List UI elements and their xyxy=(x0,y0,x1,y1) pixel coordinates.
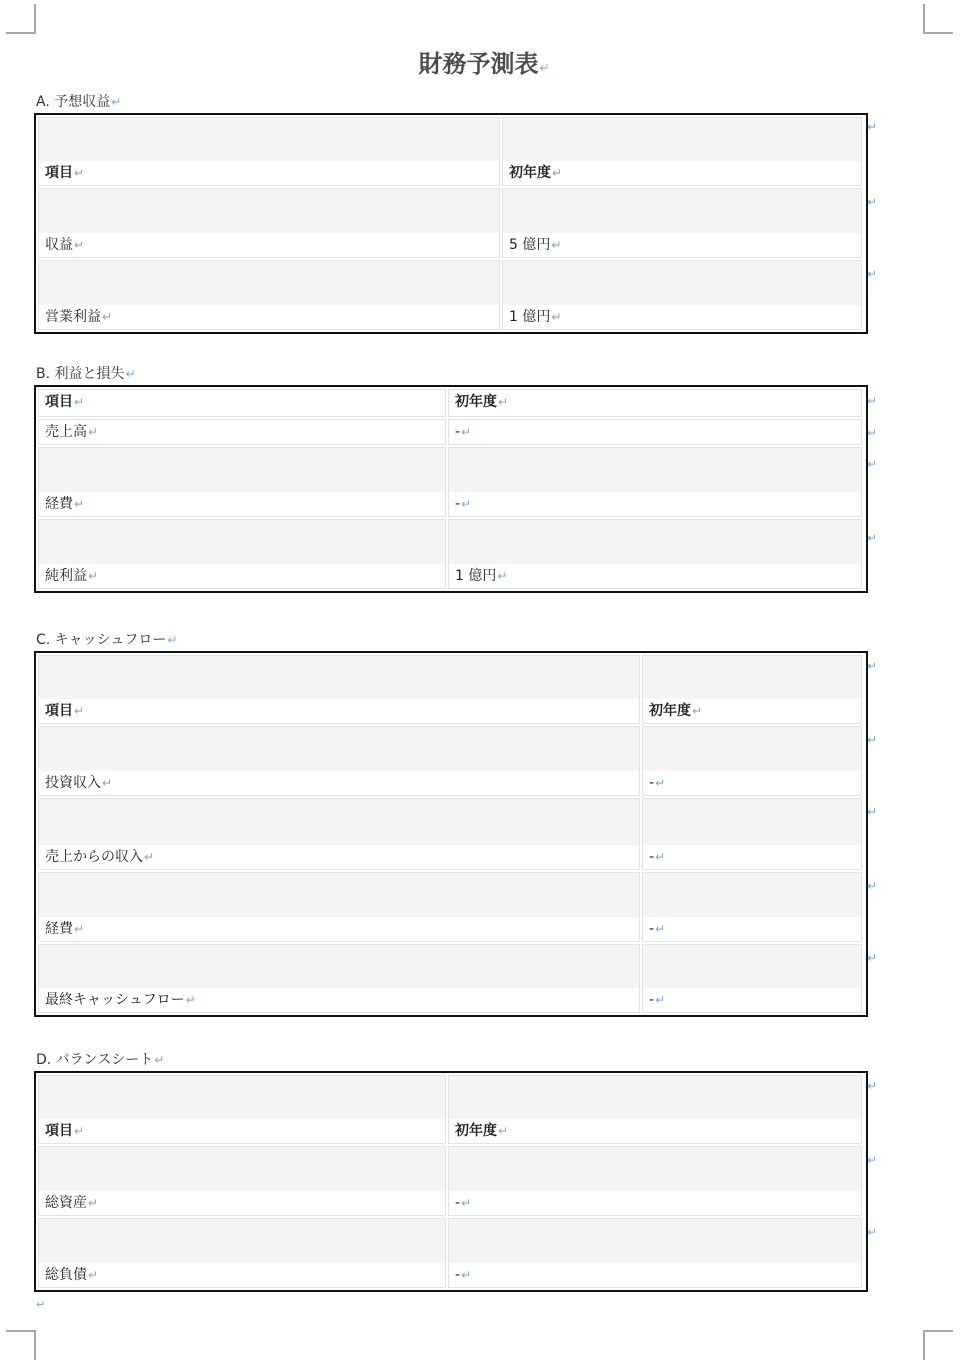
paragraph-mark-icon: ↵ xyxy=(144,850,155,864)
table-cell[interactable] xyxy=(448,447,862,517)
row-end-mark-icon: ↵ xyxy=(867,426,878,440)
paragraph-mark-icon: ↵ xyxy=(102,310,113,324)
table-cell[interactable] xyxy=(38,447,446,517)
section-b-heading-text: B. 利益と損失 xyxy=(36,366,125,382)
table-cell[interactable] xyxy=(448,419,862,445)
header-cell-item[interactable] xyxy=(38,389,446,417)
table-cell[interactable] xyxy=(642,726,862,796)
document-title-text: 財務予測表 xyxy=(418,50,539,78)
paragraph-mark-icon: ↵ xyxy=(461,497,472,511)
crop-mark-bottom-right xyxy=(923,1330,953,1360)
paragraph-mark-icon: ↵ xyxy=(74,166,85,180)
table-b xyxy=(34,385,868,593)
paragraph-mark-icon: ↵ xyxy=(74,497,85,511)
table-cell[interactable] xyxy=(502,188,862,258)
table-c xyxy=(34,651,868,1017)
paragraph-mark-icon: ↵ xyxy=(74,238,85,252)
table-cell[interactable] xyxy=(38,726,640,796)
paragraph-mark-icon: ↵ xyxy=(88,425,99,439)
cell-text: - xyxy=(649,849,655,865)
table-cell[interactable] xyxy=(38,798,640,870)
row-end-mark-icon: ↵ xyxy=(867,394,878,408)
table-row xyxy=(37,1145,865,1217)
header-label: 初年度 xyxy=(455,394,497,410)
cell-text: 最終キャッシュフロー xyxy=(45,992,185,1008)
paragraph-mark-icon: ↵ xyxy=(125,367,136,381)
table-cell[interactable] xyxy=(448,1218,862,1288)
cell-text: 5 億円 xyxy=(509,237,551,253)
crop-mark-top-right xyxy=(923,4,953,34)
cell-text: - xyxy=(649,775,655,791)
paragraph-mark-icon: ↵ xyxy=(74,704,85,718)
paragraph-mark-icon: ↵ xyxy=(102,776,113,790)
paragraph-mark-icon: ↵ xyxy=(551,310,562,324)
row-end-mark-icon: ↵ xyxy=(867,195,878,209)
row-end-mark-icon: ↵ xyxy=(867,267,878,281)
cell-text: 営業利益 xyxy=(45,309,101,325)
document-title xyxy=(0,44,968,79)
crop-mark-bottom-left xyxy=(6,1330,36,1360)
paragraph-mark-icon: ↵ xyxy=(88,1196,99,1210)
table-cell[interactable] xyxy=(38,419,446,445)
cell-text: 投資収入 xyxy=(45,775,101,791)
paragraph-mark-icon: ↵ xyxy=(655,922,666,936)
paragraph-mark-icon: ↵ xyxy=(74,1124,85,1138)
section-b-heading xyxy=(36,363,136,383)
paragraph-mark-icon: ↵ xyxy=(154,1053,165,1067)
row-end-mark-icon: ↵ xyxy=(867,457,878,471)
row-end-mark-icon: ↵ xyxy=(867,805,878,819)
table-row xyxy=(37,518,865,590)
section-a-heading-text: A. 予想収益 xyxy=(36,94,111,110)
paragraph-mark-icon: ↵ xyxy=(74,922,85,936)
paragraph-mark-icon: ↵ xyxy=(539,61,550,75)
table-row xyxy=(37,259,865,331)
section-d-heading xyxy=(36,1049,164,1069)
cell-text: 1 億円 xyxy=(455,568,497,584)
section-c-heading-text: C. キャッシュフロー xyxy=(36,632,167,648)
header-cell-year1[interactable] xyxy=(448,389,862,417)
cell-text: 総負債 xyxy=(45,1267,87,1283)
section-d-heading-text: D. バランスシート xyxy=(36,1052,154,1068)
cell-text: - xyxy=(649,992,655,1008)
table-header-row xyxy=(37,654,865,725)
paragraph-mark-icon: ↵ xyxy=(692,704,703,718)
cell-text: - xyxy=(455,1195,461,1211)
table-cell[interactable] xyxy=(38,519,446,589)
row-end-mark-icon: ↵ xyxy=(867,1153,878,1167)
header-label: 項目 xyxy=(45,394,73,410)
header-label: 初年度 xyxy=(649,703,691,719)
table-cell[interactable] xyxy=(38,1146,446,1216)
row-end-mark-icon: ↵ xyxy=(867,1079,878,1093)
header-cell-item[interactable] xyxy=(38,1075,446,1144)
table-cell[interactable] xyxy=(38,1218,446,1288)
end-paragraph-mark-icon: ↵ xyxy=(36,1298,46,1311)
table-a xyxy=(34,113,868,334)
paragraph-mark-icon: ↵ xyxy=(111,95,122,109)
paragraph-mark-icon: ↵ xyxy=(498,395,509,409)
row-end-mark-icon: ↵ xyxy=(867,879,878,893)
paragraph-mark-icon: ↵ xyxy=(461,1196,472,1210)
table-row xyxy=(37,725,865,797)
cell-text: 売上からの収入 xyxy=(45,849,143,865)
table-header-row xyxy=(37,1074,865,1145)
table-row xyxy=(37,871,865,943)
row-end-mark-icon: ↵ xyxy=(867,659,878,673)
table-row xyxy=(37,418,865,446)
table-cell[interactable] xyxy=(502,260,862,330)
paragraph-mark-icon: ↵ xyxy=(655,850,666,864)
table-row xyxy=(37,797,865,871)
table-header-row xyxy=(37,116,865,187)
cell-text: 経費 xyxy=(45,921,73,937)
cell-text: 1 億円 xyxy=(509,309,551,325)
paragraph-mark-icon: ↵ xyxy=(88,569,99,583)
table-row xyxy=(37,1217,865,1289)
table-cell[interactable] xyxy=(642,872,862,942)
table-cell[interactable] xyxy=(38,188,500,258)
table-cell[interactable] xyxy=(38,872,640,942)
header-cell-item[interactable] xyxy=(38,655,640,724)
table-cell[interactable] xyxy=(38,260,500,330)
paragraph-mark-icon: ↵ xyxy=(461,425,472,439)
table-cell[interactable] xyxy=(38,944,640,1013)
table-row xyxy=(37,446,865,518)
row-end-mark-icon: ↵ xyxy=(867,951,878,965)
header-cell-year1[interactable] xyxy=(448,1075,862,1144)
header-label: 項目 xyxy=(45,165,73,181)
header-cell-item[interactable] xyxy=(38,117,500,186)
paragraph-mark-icon: ↵ xyxy=(655,993,666,1007)
section-c-heading xyxy=(36,629,177,649)
table-header-row xyxy=(37,388,865,418)
crop-mark-top-left xyxy=(6,4,36,34)
row-end-mark-icon: ↵ xyxy=(867,531,878,545)
section-a-heading xyxy=(36,91,121,111)
paragraph-mark-icon: ↵ xyxy=(88,1268,99,1282)
paragraph-mark-icon: ↵ xyxy=(655,776,666,790)
table-d xyxy=(34,1071,868,1292)
paragraph-mark-icon: ↵ xyxy=(498,1124,509,1138)
cell-text: - xyxy=(455,1267,461,1283)
header-label: 項目 xyxy=(45,1123,73,1139)
table-cell[interactable] xyxy=(642,798,862,870)
table-cell[interactable] xyxy=(642,944,862,1013)
paragraph-mark-icon: ↵ xyxy=(497,569,508,583)
cell-text: - xyxy=(455,424,461,440)
header-label: 初年度 xyxy=(455,1123,497,1139)
header-cell-year1[interactable] xyxy=(642,655,862,724)
cell-text: 総資産 xyxy=(45,1195,87,1211)
table-cell[interactable] xyxy=(448,519,862,589)
row-end-mark-icon: ↵ xyxy=(867,120,878,134)
row-end-mark-icon: ↵ xyxy=(867,1225,878,1239)
paragraph-mark-icon: ↵ xyxy=(74,395,85,409)
cell-text: - xyxy=(455,496,461,512)
paragraph-mark-icon: ↵ xyxy=(167,633,178,647)
table-cell[interactable] xyxy=(448,1146,862,1216)
paragraph-mark-icon: ↵ xyxy=(552,166,563,180)
row-end-mark-icon: ↵ xyxy=(867,733,878,747)
cell-text: 純利益 xyxy=(45,568,87,584)
header-label: 初年度 xyxy=(509,165,551,181)
cell-text: 売上高 xyxy=(45,424,87,440)
cell-text: 収益 xyxy=(45,237,73,253)
cell-text: - xyxy=(649,921,655,937)
paragraph-mark-icon: ↵ xyxy=(185,993,196,1007)
cell-text: 経費 xyxy=(45,496,73,512)
header-cell-year1[interactable] xyxy=(502,117,862,186)
table-row xyxy=(37,943,865,1014)
paragraph-mark-icon: ↵ xyxy=(551,238,562,252)
table-row xyxy=(37,187,865,259)
header-label: 項目 xyxy=(45,703,73,719)
paragraph-mark-icon: ↵ xyxy=(461,1268,472,1282)
